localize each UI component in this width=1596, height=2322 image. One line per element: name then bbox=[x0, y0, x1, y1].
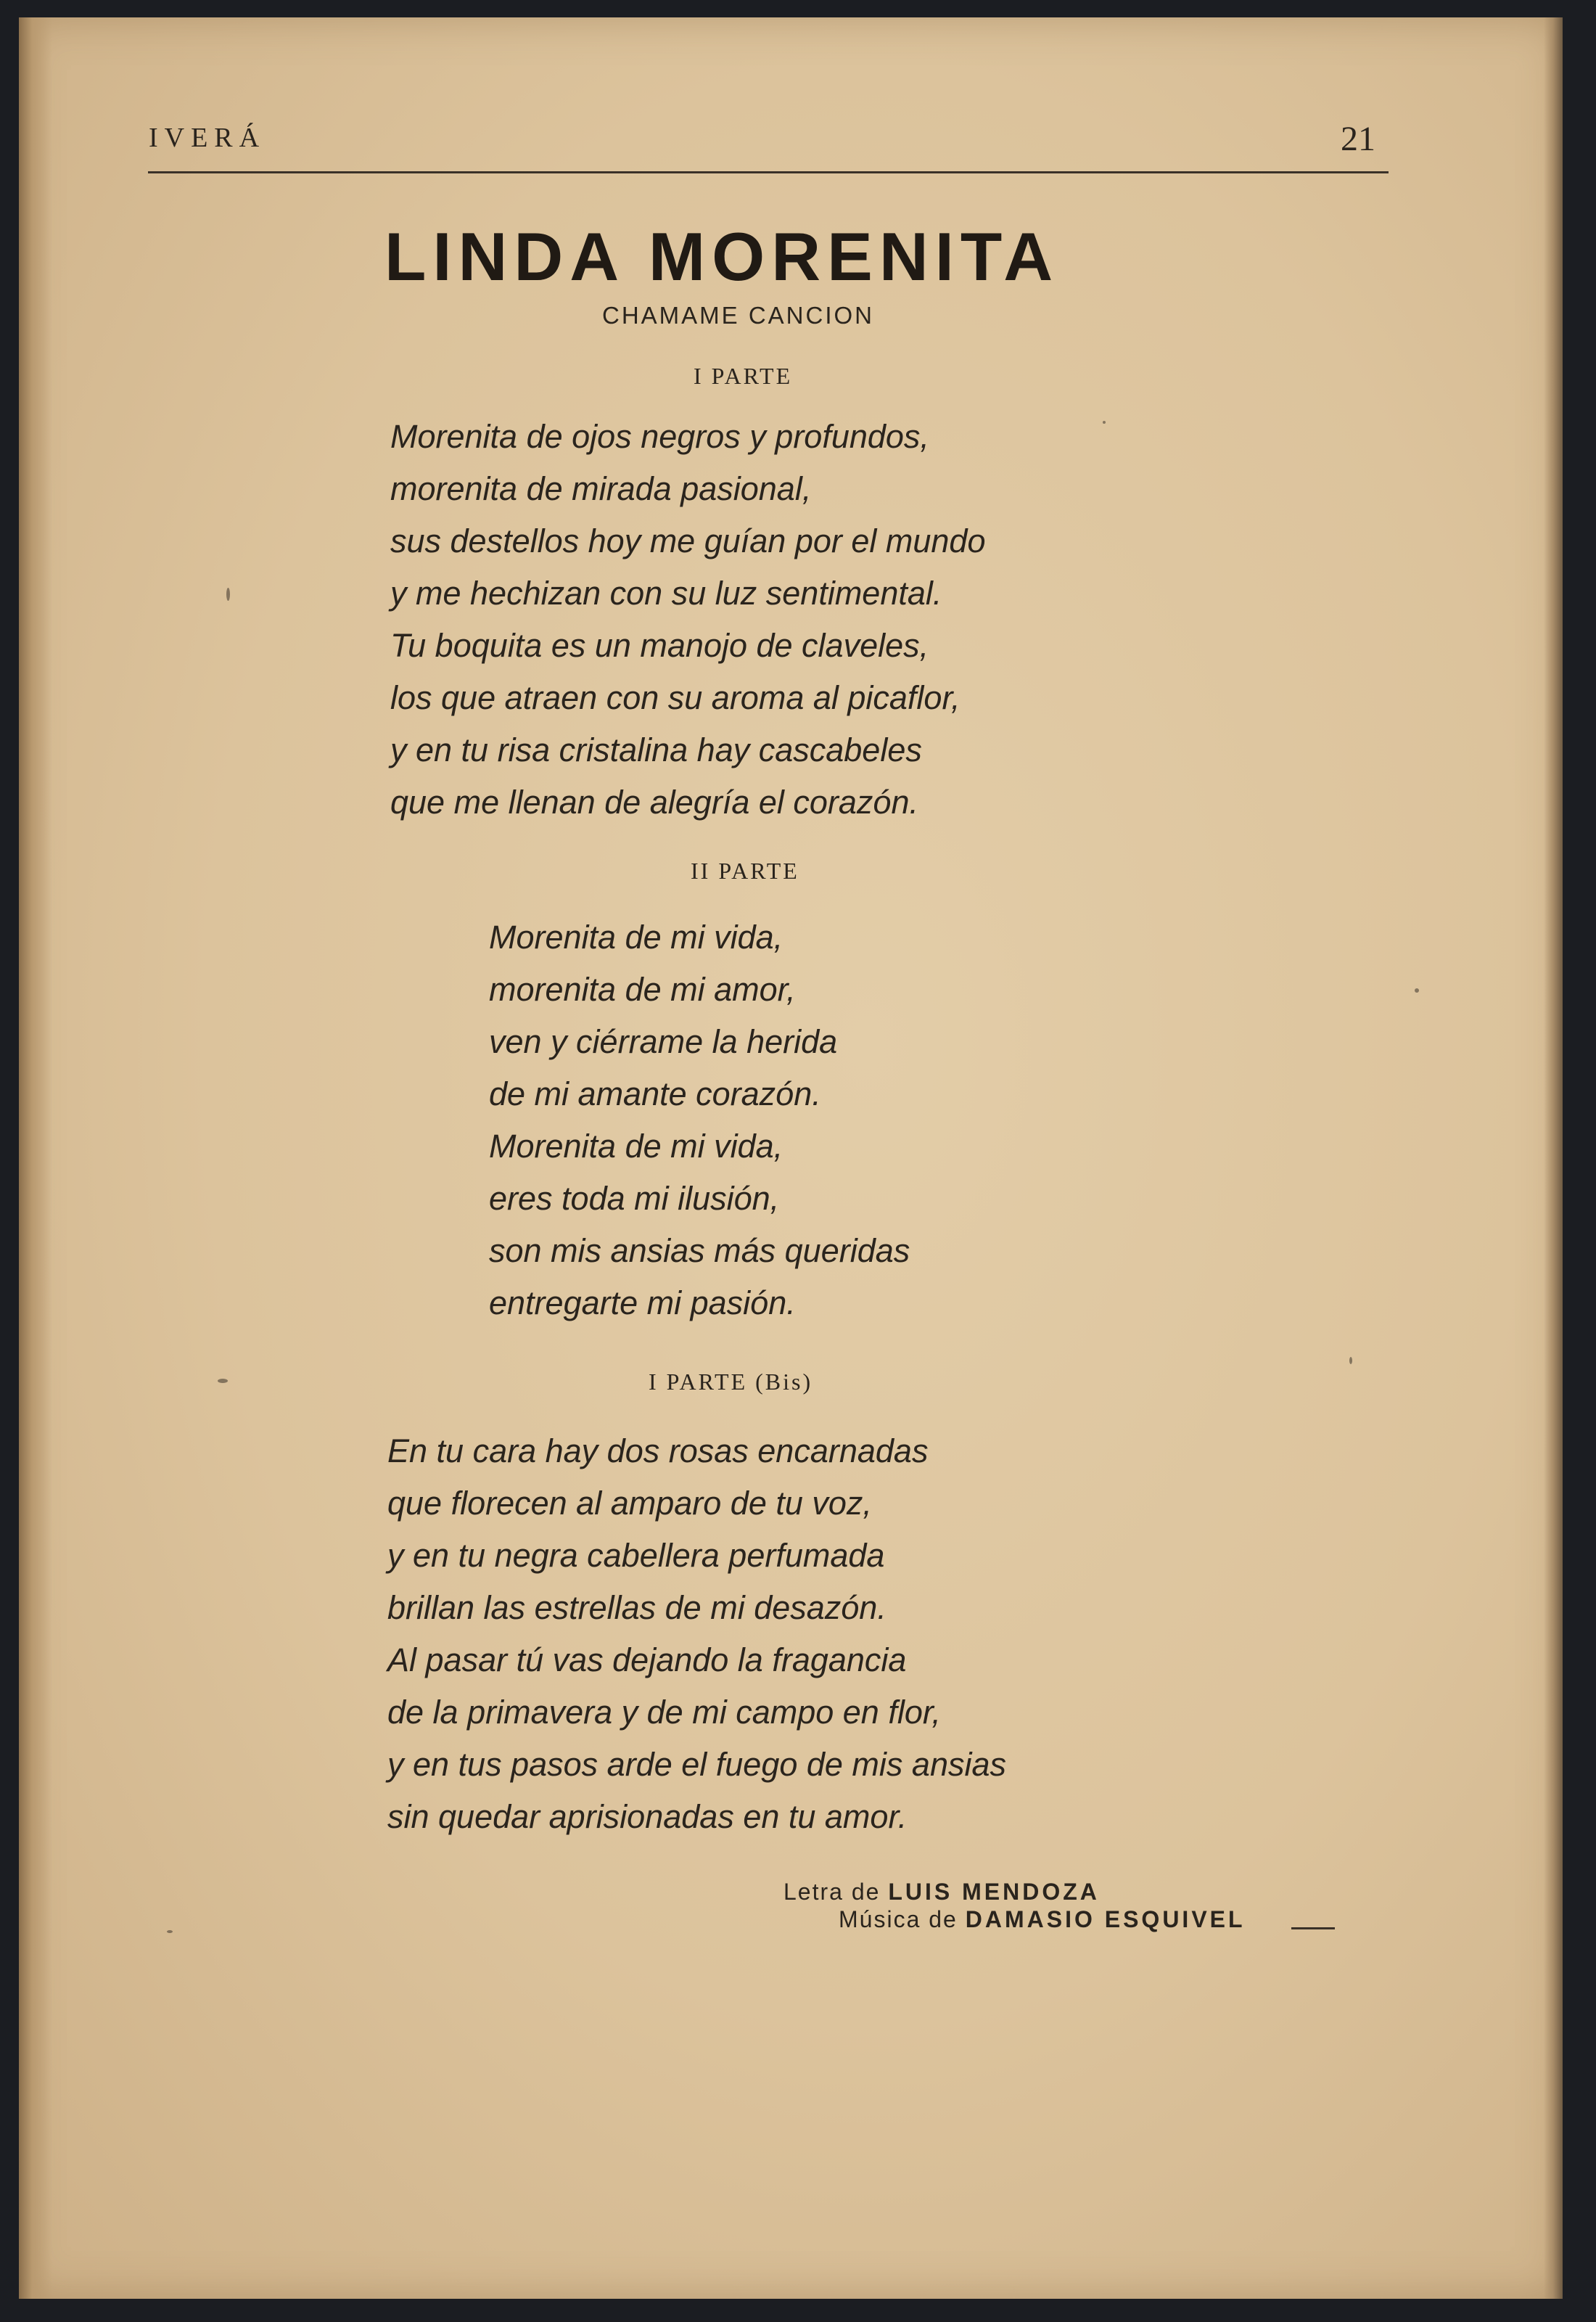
page-number: 21 bbox=[1341, 120, 1375, 158]
verse-line: entregarte mi pasión. bbox=[489, 1284, 796, 1321]
header-rule bbox=[148, 171, 1389, 173]
running-head: IVERÁ bbox=[149, 123, 266, 153]
song-title: LINDA MORENITA bbox=[384, 218, 1060, 295]
verse-line: sus destellos hoy me guían por el mundo bbox=[390, 522, 986, 559]
music-credit-prefix: Música de bbox=[839, 1906, 958, 1932]
verse-line: son mis ansias más queridas bbox=[489, 1232, 910, 1269]
page-spine-shadow bbox=[19, 17, 52, 2299]
verse-line: Morenita de ojos negros y profundos, bbox=[390, 418, 929, 455]
paper-speck bbox=[1103, 421, 1106, 424]
verse-line: y me hechizan con su luz sentimental. bbox=[390, 575, 942, 612]
verse-line: y en tu risa cristalina hay cascabeles bbox=[390, 731, 922, 768]
verse-line: En tu cara hay dos rosas encarnadas bbox=[387, 1432, 929, 1469]
verse-line: de la primavera y de mi campo en flor, bbox=[387, 1694, 941, 1731]
song-subtitle: CHAMAME CANCION bbox=[602, 302, 875, 329]
verse-section-3 bbox=[387, 1425, 1006, 1843]
paper-speck bbox=[1349, 1357, 1352, 1364]
song-credits bbox=[783, 1878, 1246, 1933]
lyrics-credit-prefix: Letra de bbox=[783, 1879, 881, 1905]
verse-line: Al pasar tú vas dejando la fragancia bbox=[387, 1641, 907, 1678]
paper-speck bbox=[218, 1379, 228, 1383]
page-edge bbox=[1544, 17, 1563, 2299]
verse-line: morenita de mi amor, bbox=[489, 971, 796, 1008]
lyrics-author: LUIS MENDOZA bbox=[888, 1879, 1100, 1905]
music-credit bbox=[783, 1905, 1246, 1933]
verse-line: que florecen al amparo de tu voz, bbox=[387, 1485, 872, 1522]
verse-line: Morenita de mi vida, bbox=[489, 1128, 783, 1165]
verse-line: y en tu negra cabellera perfumada bbox=[387, 1537, 885, 1574]
verse-line: los que atraen con su aroma al picaflor, bbox=[390, 679, 961, 716]
verse-section-1 bbox=[390, 411, 985, 829]
verse-line: sin quedar aprisionadas en tu amor. bbox=[387, 1798, 908, 1835]
verse-line: brillan las estrellas de mi desazón. bbox=[387, 1589, 887, 1626]
credits-underline bbox=[1291, 1927, 1335, 1929]
verse-line: morenita de mirada pasional, bbox=[390, 470, 812, 507]
verse-section-2 bbox=[489, 911, 910, 1329]
section-heading-1: I PARTE bbox=[694, 363, 793, 389]
verse-line: Morenita de mi vida, bbox=[489, 919, 783, 956]
section-heading-2: II PARTE bbox=[691, 858, 799, 884]
verse-line: y en tus pasos arde el fuego de mis ansias bbox=[387, 1746, 1007, 1783]
paper-speck bbox=[226, 588, 230, 601]
section-heading-3: I PARTE (Bis) bbox=[649, 1369, 813, 1395]
paper-speck bbox=[1415, 988, 1419, 993]
verse-line: Tu boquita es un manojo de claveles, bbox=[390, 627, 929, 664]
music-author: DAMASIO ESQUIVEL bbox=[965, 1906, 1246, 1932]
verse-line: eres toda mi ilusión, bbox=[489, 1180, 780, 1217]
verse-line: ven y ciérrame la herida bbox=[489, 1023, 838, 1060]
paper-speck bbox=[167, 1930, 173, 1933]
verse-line: de mi amante corazón. bbox=[489, 1075, 821, 1112]
lyrics-credit bbox=[783, 1878, 1246, 1905]
verse-line: que me llenan de alegría el corazón. bbox=[390, 784, 918, 821]
